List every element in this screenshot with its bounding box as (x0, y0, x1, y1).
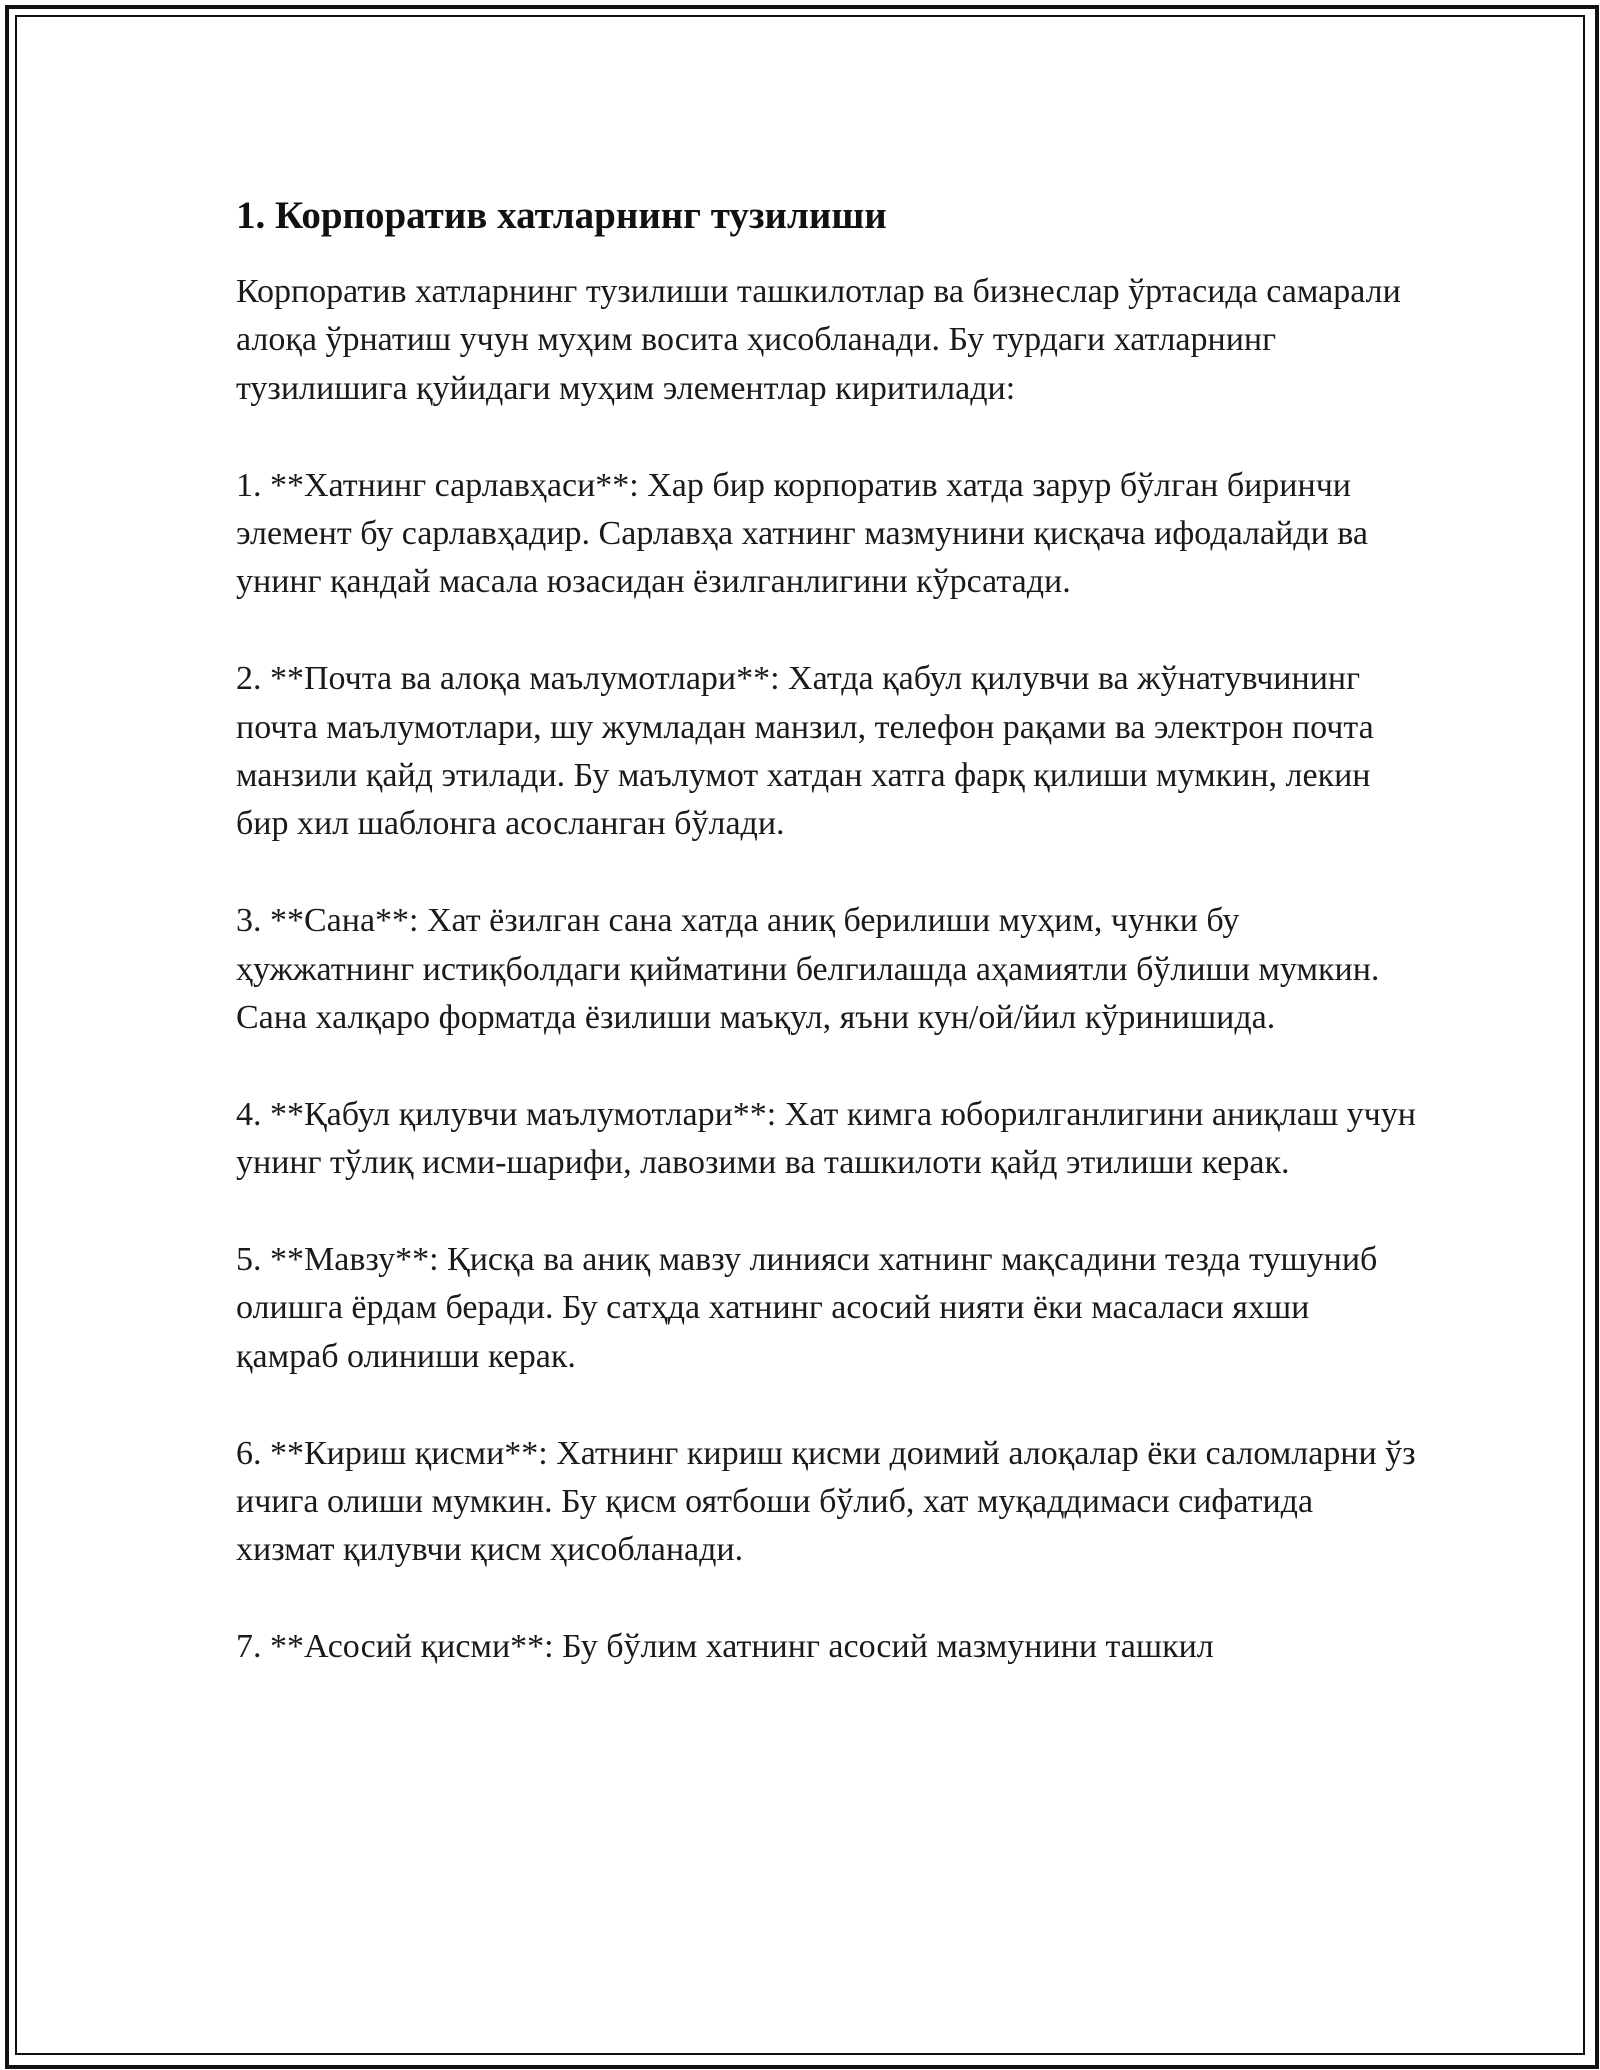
list-item-3: 3. **Сана**: Хат ёзилган сана хатда аниқ берилиши муҳим, чунки бу ҳужжатнинг истиқболдаги қийматини белгилашда аҳамиятли бўлиши мумкин. Сана халқаро форматда ёзилиши маъқул, яъни кун/ой/йил кўринишида. (236, 902, 1380, 1037)
intro-paragraph: Корпоратив хатларнинг тузилиши ташкилотлар ва бизнеслар ўртасида самарали алоқа ўрнатиш учун муҳим восита ҳисобланади. Бу турдаги хатларнинг тузилишига қуйидаги муҳим элементлар киритилади: (236, 273, 1401, 407)
list-item-5: 5. **Мавзу**: Қисқа ва аниқ мавзу линияси хатнинг мақсадини тезда тушуниб олишга ёрдам беради. Бу сатҳда хатнинг асосий нияти ёки масаласи яхши қамраб олиниши керак. (236, 1241, 1378, 1375)
list-item-7: 7. **Асосий қисми**: Бу бўлим хатнинг асосий мазмунини ташкил (236, 1628, 1214, 1666)
list-item-1: 1. **Хатнинг сарлавҳаси**: Хар бир корпоратив хатда зарур бўлган биринчи элемент бу сарлавҳадир. Сарлавҳа хатнинг мазмунини қисқача ифодалайди ва унинг қандай масала юзасидан ёзилганлигини кўрсатади. (236, 466, 1368, 601)
list-item-4: 4. **Қабул қилувчи маълумотлари**: Хат кимга юборилганлигини аниқлаш учун унинг тўлиқ исми-шарифи, лавозими ва ташкилоти қайд этилиши керак. (236, 1095, 1416, 1182)
list-item-6: 6. **Кириш қисми**: Хатнинг кириш қисми доимий алоқалар ёки саломларни ўз ичига олиши мумкин. Бу қисм оятбоши бўлиб, хат муқаддимаси сифатида хизмат қилувчи қисм ҳисобланади. (236, 1434, 1416, 1569)
section-heading: 1. Корпоратив хатларнинг тузилиши (236, 194, 887, 237)
document-body (236, 190, 1416, 1720)
list-item-2: 2. **Почта ва алоқа маълумотлари**: Хатда қабул қилувчи ва жўнатувчининг почта маълумотлари, шу жумладан манзил, телефон рақами ва электрон почта манзили қайд этилади. Бу маълумот хатдан хатга фарқ қилиши мумкин, лекин бир хил шаблонга асосланган бўлади. (236, 660, 1374, 843)
